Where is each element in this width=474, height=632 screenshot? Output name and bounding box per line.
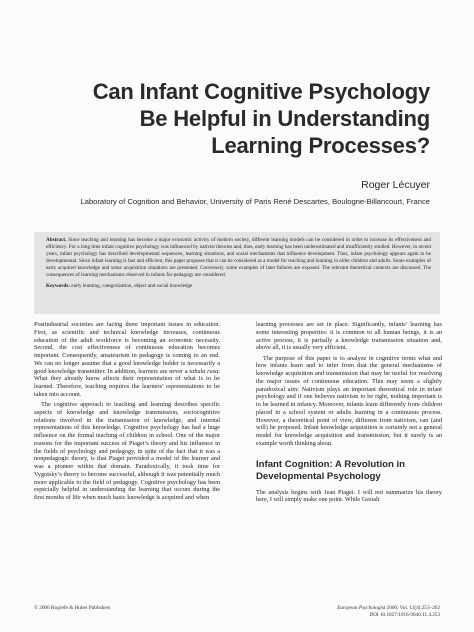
journal-name: European Psychologist (337, 605, 386, 611)
doi: DOI 10.1027/1016-9040.11.4.253 (369, 612, 440, 618)
abstract-body: Since teaching and learning has become a major economic activity of modern society, different learning models can be considered in order to increase its effectiveness and efficiency. For a long time infant cognitive psychology was influenced by nativist theories and, thus, early learning has been underestimated and insufficiently studied. However, in recent years, infant psychology has described developmental sequences, learning situations, and social mechanisms that influence development. Thus, infant psychology appears again to be developmental. Since infant learning is fast and efficient, this paper proposes that it can be considered as a model for teaching and learning in older children and adults. Some examples of early acquired knowledge and some acquisition situations are presented. Conversely, some examples of later failures are exposed. The relevant theoretical contexts are discussed. The consequences of learning mechanisms observed in infants for pedagogy are considered. (46, 237, 431, 279)
paragraph: The cognitive approach to teaching and learning describes specific aspects of knowledge and knowledge transmission, sociocognitive relations involved in the transmission of knowledge, and internal representations of this knowledge. Cognitive psychology has had a huge influence on the formal teaching of children in school. One of the major reasons for the important success of Piaget’s theory and his influence in the fields of psychology and pedagogy, in spite of the fact that it was a nonpedagogic theory, is that Piaget provided a model of the learner and was a pioneer within that domain. Paradoxically, it took time for Vygotsky’s theory to become successful, although it was potentially much more applicable to the field of pedagogy. Cognitive psychology has been especially helpful in understanding the learning that occurs during the first months of life when much basic knowledge is acquired and when (34, 401, 220, 501)
paragraph: The analysis begins with Jean Piaget. I will not summarize his theory here, I will simply make one point. While Gestalt (256, 488, 442, 504)
title-line-1: Can Infant Cognitive Psychology (92, 79, 430, 104)
abstract-box (34, 232, 440, 314)
section-heading: Infant Cognition: A Revolution in Developmental Psychology (256, 458, 406, 482)
author-affiliation: Laboratory of Cognition and Behavior, University of Paris René Descartes, Boulogne-Billancourt, France (80, 197, 430, 206)
right-column (256, 321, 442, 504)
keywords-list: early learning, categorization, object and social knowledge (71, 283, 193, 290)
publisher-footer: © 2006 Hogrefe & Huber Publishers (34, 605, 111, 611)
emphasis-text: tabula rasa (189, 367, 219, 375)
author-name: Roger Lécuyer (361, 179, 430, 191)
abstract-text (46, 237, 431, 279)
citation-footer (337, 605, 440, 619)
title-line-2: Be Helpful in Understanding (139, 106, 430, 131)
paper-title (50, 78, 430, 159)
title-line-3: Learning Processes? (211, 133, 430, 158)
keywords-label: Keywords: (46, 283, 70, 290)
keywords (46, 283, 431, 290)
volume-pages: 2006; Vol. 11(4):253–262 (385, 605, 440, 611)
left-column (34, 321, 220, 502)
abstract-label: Abstract. (46, 237, 67, 243)
paragraph: Postindustrial societies are facing three important issues in education. First, as scientific and technical knowledge increases, continuous education of the adult workforce is becoming an economic necessity. Second, the cost effectiveness of continuous education becomes important. Consequently, amateurism in pedagogy is coming to an end. We can no longer assume that a good knowledge holder is necessarily a good knowledge transmitter. In addition, learners are never a tabula rasa: What they already know affects their representation of what is to be learned. Therefore, teaching requires the learners’ representations to be taken into account. (34, 321, 221, 398)
paragraph: The purpose of this paper is to analyze in cognitive terms what and how infants learn and to infer from that the general mechanisms of knowledge acquisition and transmission that may be useful for resolving the major issues of continuous education. This may seem a slightly paradoxical aim: Nativism plays an important theoretical role in infant psychology and if one believes nativism to be right, nothing important is to be learned in infancy. Moreover, infants learn differently from children placed in a school system or adults learning in a continuous process. However, a theoretical point of view, different from nativism, can (and will) be proposed. Infant knowledge acquisition is certainly not a general model for knowledge acquisition and transmission, but it surely is an example worth thinking about. (256, 354, 442, 447)
paragraph: learning processes are set in place. Significantly, infants’ learning has some interesting properties: it is common to all human beings, it is an active process, it is partially a knowledge transmission situation and, above all, it is usually very efficient. (256, 321, 442, 352)
journal-citation (337, 605, 440, 612)
